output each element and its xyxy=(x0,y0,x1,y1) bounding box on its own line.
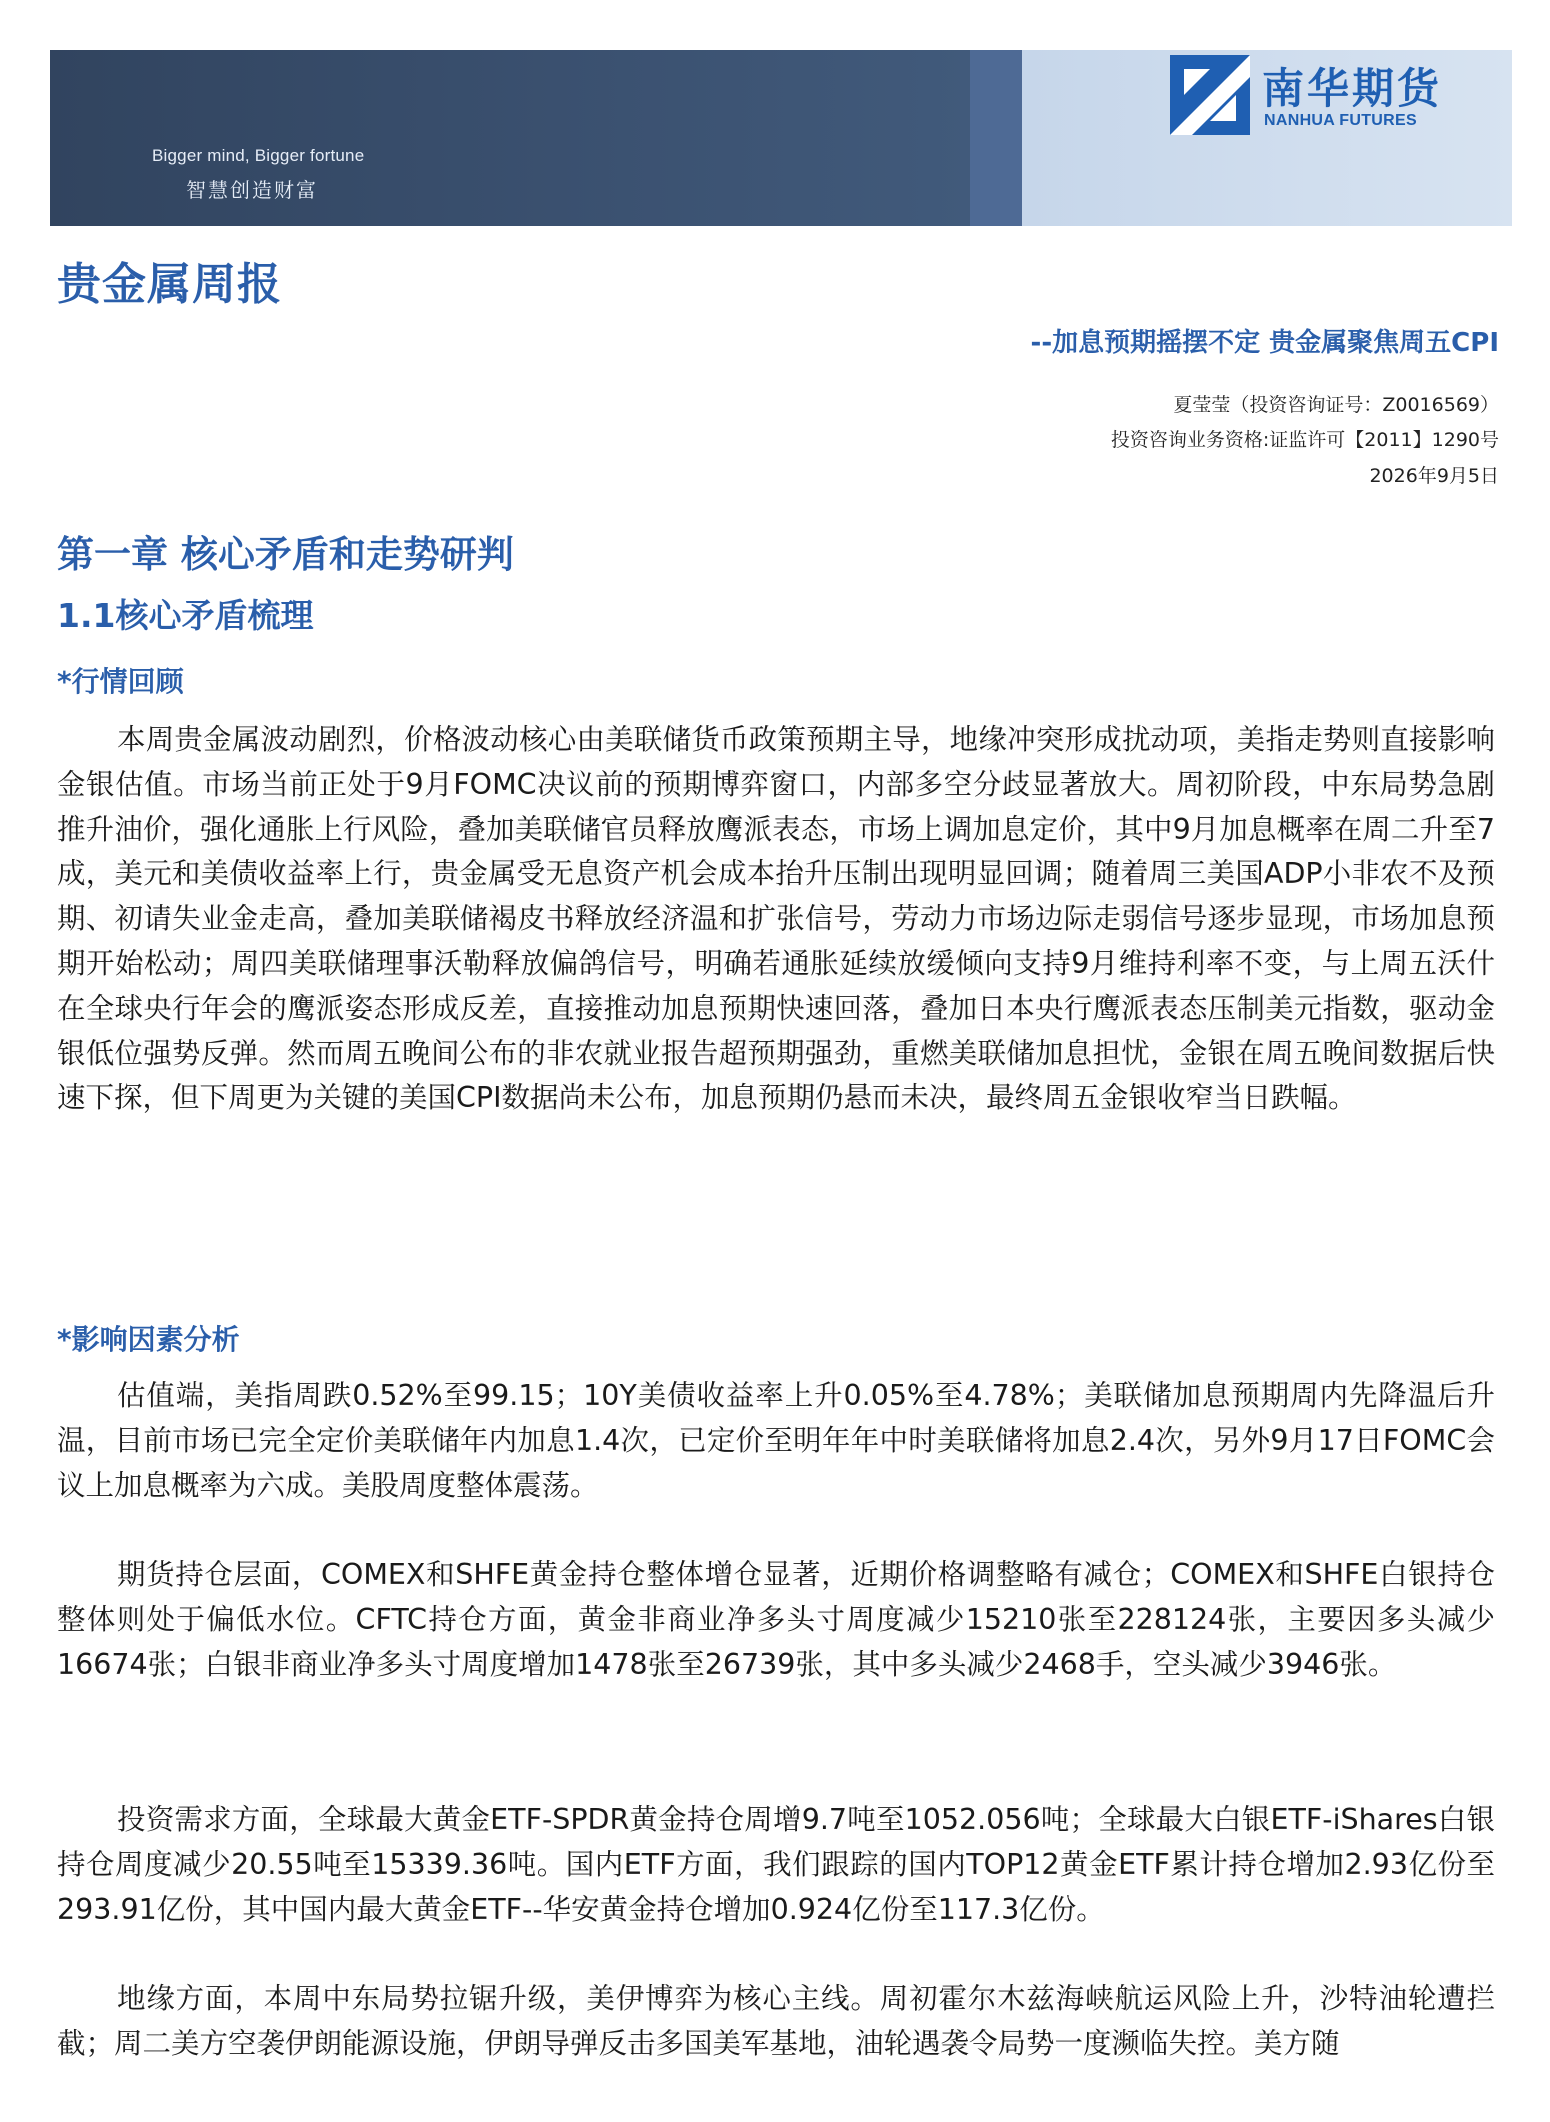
report-title: 贵金属周报 xyxy=(57,259,282,310)
chapter-heading: 第一章 核心矛盾和走势研判 xyxy=(57,533,514,576)
valuation-paragraph: 估值端，美指周跌0.52%至99.15；10Y美债收益率上升0.05%至4.78%；美联储加息预期周内先降温后升温，目前市场已完全定价美联储年内加息1.4次，已定价至明年年中时美联储将加息2.4次，另外9月17日FOMC会议上加息概率为六成。美股周度整体震荡。 xyxy=(57,1379,1495,1502)
nanhua-logo-icon xyxy=(1170,55,1250,135)
market-review-paragraph: 本周贵金属波动剧烈，价格波动核心由美联储货币政策预期主导，地缘冲突形成扰动项，美指走势则直接影响金银估值。市场当前正处于9月FOMC决议前的预期博弈窗口，内部多空分歧显著放大。周初阶段，中东局势急剧推升油价，强化通胀上行风险，叠加美联储官员释放鹰派表态，市场上调加息定价，其中9月加息概率在周二升至7成，美元和美债收益率上行，贵金属受无息资产机会成本抬升压制出现明显回调；随着周三美国ADP小非农不及预期、初请失业金走高，叠加美联储褐皮书释放经济温和扩张信号，劳动力市场边际走弱信号逐步显现，市场加息预期开始松动；周四美联储理事沃勒释放偏鸽信号，明确若通胀延续放缓倾向支持9月维持利率不变，与上周五沃什在全球央行年会的鹰派姿态形成反差，直接推动加息预期快速回落，叠加日本央行鹰派表态压制美元指数，驱动金银低位强势反弹。然而周五晚间公布的非农就业报告超预期强劲，重燃美联储加息担忧，金银在周五晚间数据后快速下探，但下周更为关键的美国CPI数据尚未公布，加息预期仍悬而未决，最终周五金银收窄当日跌幅。 xyxy=(57,723,1495,1115)
logo-en-name: NANHUA FUTURES xyxy=(1264,112,1417,129)
banner-accent-block xyxy=(970,50,1022,226)
section-heading: 1.1核心矛盾梳理 xyxy=(57,596,314,635)
report-subtitle: --加息预期摇摆不定 贵金属聚焦周五CPI xyxy=(1030,328,1499,358)
logo-cn-name: 南华期货 xyxy=(1262,64,1443,113)
geopolitics-paragraph: 地缘方面，本周中东局势拉锯升级，美伊博弈为核心主线。周初霍尔木兹海峡航运风险上升，沙特油轮遭拦截；周二美方空袭伊朗能源设施，伊朗导弹反击多国美军基地，油轮遇袭令局势一度濒临失控。美方随 xyxy=(57,1982,1495,2060)
author-line: 夏莹莹（投资咨询证号：Z0016569） xyxy=(1173,394,1499,416)
investment-demand-paragraph: 投资需求方面，全球最大黄金ETF-SPDR黄金持仓周增9.7吨至1052.056吨；全球最大白银ETF-iShares白银持仓周度减少20.55吨至15339.36吨。国内ETF方面，我们跟踪的国内TOP12黄金ETF累计持仓增加2.93亿份至293.91亿份，其中国内最大黄金ETF--华安黄金持仓增加0.924亿份至117.3亿份。 xyxy=(57,1803,1495,1926)
license-line: 投资咨询业务资格:证监许可【2011】1290号 xyxy=(1110,429,1499,451)
market-review-heading: *行情回顾 xyxy=(57,665,184,698)
tagline-cn: 智慧创造财富 xyxy=(186,178,318,202)
tagline-en: Bigger mind, Bigger fortune xyxy=(152,146,365,165)
factor-analysis-heading: *影响因素分析 xyxy=(57,1323,240,1356)
positions-paragraph: 期货持仓层面，COMEX和SHFE黄金持仓整体增仓显著，近期价格调整略有减仓；COMEX和SHFE白银持仓整体则处于偏低水位。CFTC持仓方面，黄金非商业净多头寸周度减少15210张至228124张，主要因多头减少16674张；白银非商业净多头寸周度增加1478张至26739张，其中多头减少2468手，空头减少3946张。 xyxy=(57,1558,1495,1681)
report-date: 2026年9月5日 xyxy=(1369,465,1499,487)
